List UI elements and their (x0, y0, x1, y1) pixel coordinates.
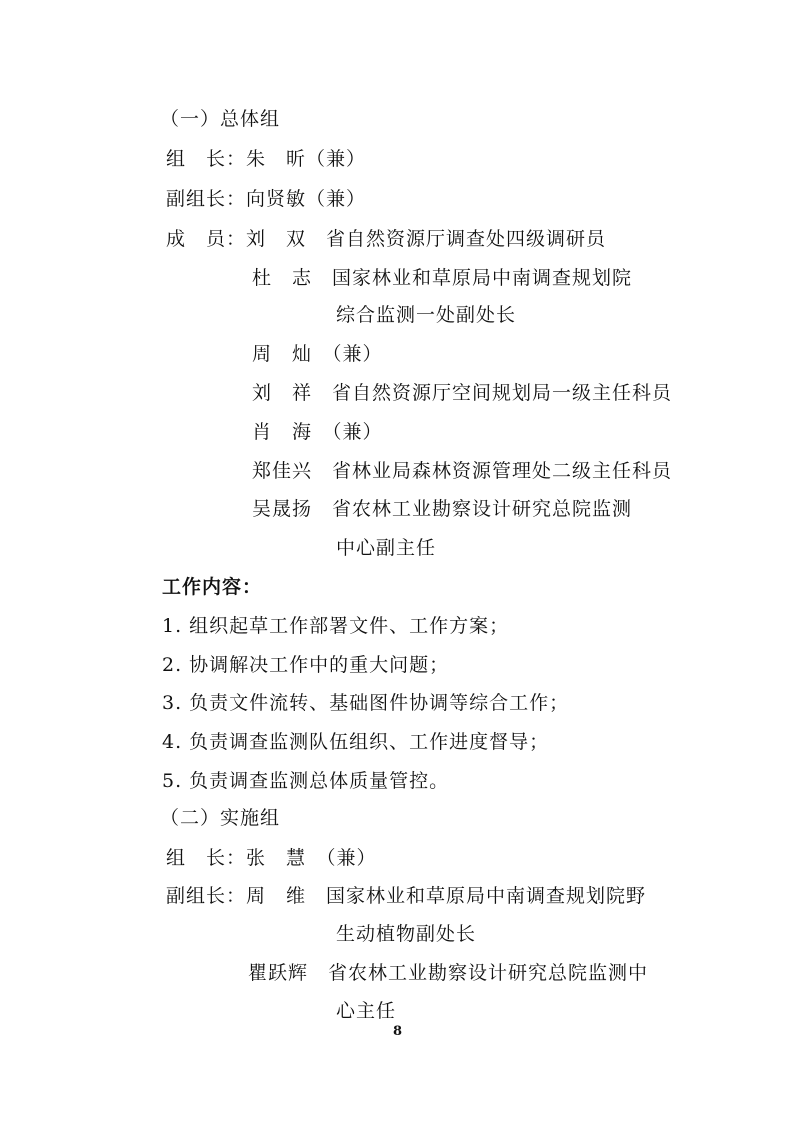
section-1-deputy: 副组长：向贤敏（兼） (166, 188, 367, 210)
section-2-leader: 组 长：张 慧 （兼） (166, 847, 377, 869)
section-1-member-cont: 中心副主任 (336, 537, 437, 559)
page-number: 8 (393, 1024, 403, 1039)
section-1-member: 吴晟扬 省农林工业勘察设计研究总院监测 (252, 498, 633, 520)
section-2-deputy: 瞿跃辉 省农林工业勘察设计研究总院监测中 (248, 962, 649, 984)
section-1-member: 成 员：刘 双 省自然资源厅调查处四级调研员 (166, 228, 607, 250)
work-item: 5. 负责调查监测总体质量管控。 (162, 770, 450, 792)
work-item: 1. 组织起草工作部署文件、工作方案； (162, 615, 510, 637)
section-1-member-cont: 综合监测一处副处长 (336, 304, 517, 326)
section-2-deputy: 副组长：周 维 国家林业和草原局中南调查规划院野 (166, 885, 647, 907)
section-2-deputy-cont: 心主任 (336, 1000, 397, 1022)
section-1-member: 刘 祥 省自然资源厅空间规划局一级主任科员 (252, 382, 673, 404)
work-item: 4. 负责调查监测队伍组织、工作进度督导； (162, 731, 550, 753)
work-item: 3. 负责文件流转、基础图件协调等综合工作； (162, 692, 570, 714)
section-2-title: （二）实施组 (160, 807, 281, 829)
section-1-title: （一）总体组 (160, 108, 281, 130)
work-item: 2. 协调解决工作中的重大问题； (162, 654, 450, 676)
work-content-heading: 工作内容： (162, 576, 263, 598)
section-2-deputy-cont: 生动植物副处长 (336, 923, 477, 945)
section-1-member: 周 灿 （兼） (252, 343, 383, 365)
section-1-member: 肖 海 （兼） (252, 421, 383, 443)
section-1-member: 杜 志 国家林业和草原局中南调查规划院 (252, 267, 633, 289)
section-1-member: 郑佳兴 省林业局森林资源管理处二级主任科员 (252, 460, 673, 482)
section-1-leader: 组 长：朱 昕（兼） (166, 148, 367, 170)
